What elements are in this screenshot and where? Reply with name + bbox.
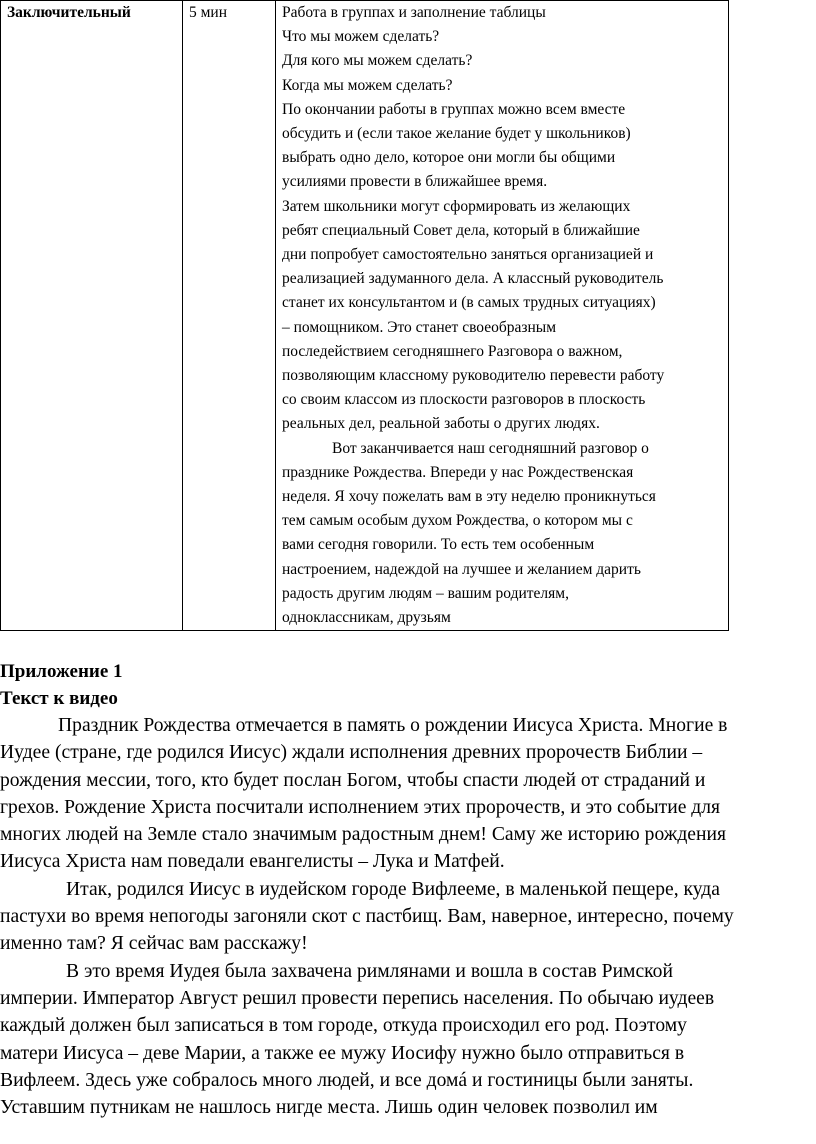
body-line: Уставшим путникам не нашлось нигде места. Лишь один человек позволил им xyxy=(0,1097,658,1119)
content-line: вами сегодня говорили. То есть тем особенным xyxy=(282,536,595,554)
content-line: реализацией задуманного дела. А классный руководитель xyxy=(282,270,664,288)
content-line: – помощником. Это станет своеобразным xyxy=(282,318,557,336)
appendix-section xyxy=(0,658,816,1121)
lesson-plan-table xyxy=(0,0,729,631)
body-line: В это время Иудея была захвачена римлянами и вошла в состав Римской xyxy=(66,960,673,982)
body-line: каждый должен был записаться в том городе, откуда происходил его род. Поэтому xyxy=(0,1015,687,1037)
content-line: Когда мы можем сделать? xyxy=(282,76,453,94)
content-line: дни попробует самостоятельно заняться организацией и xyxy=(282,246,654,264)
content-line: со своим классом из плоскости разговоров в плоскость xyxy=(282,391,646,409)
content-line: ребят специальный Совет дела, который в ближайшие xyxy=(282,221,640,239)
body-line: Иудее (стране, где родился Иисус) ждали исполнения древних пророчеств Библии – xyxy=(0,742,703,764)
content-cell xyxy=(276,1,729,631)
body-line: рождения мессии, того, кто будет послан Богом, чтобы спасти людей от страданий и xyxy=(0,769,706,791)
body-line: Иисуса Христа нам поведали евангелисты – Лука и Матфей. xyxy=(0,851,505,873)
content-line: Работа в группах и заполнение таблицы xyxy=(282,4,546,21)
content-line: Затем школьники могут сформировать из желающих xyxy=(282,197,631,215)
content-line: усилиями провести в ближайшее время. xyxy=(282,173,548,191)
content-line: неделя. Я хочу пожелать вам в эту неделю проникнуться xyxy=(282,488,656,506)
appendix-subtitle: Текст к видео xyxy=(0,688,118,709)
body-line: многих людей на Земле стало значимым радостным днем! Саму же историю рождения xyxy=(0,824,726,846)
content-line: станет их консультантом и (в самых трудных ситуациях) xyxy=(282,294,656,312)
content-line: Для кого мы можем сделать? xyxy=(282,52,473,70)
stage-cell: Заключительный xyxy=(1,1,183,631)
content-line: тем самым особым духом Рождества, о котором мы с xyxy=(282,512,633,530)
body-line: пастухи во время непогоды загоняли скот с пастбищ. Вам, наверное, интересно, почему xyxy=(0,906,734,928)
body-line: именно там? Я сейчас вам расскажу! xyxy=(0,933,308,955)
content-line: настроением, надеждой на лучшее и желанием дарить xyxy=(282,560,641,578)
content-line: Что мы можем сделать? xyxy=(282,28,440,46)
content-line: выбрать одно дело, которое они могли бы общими xyxy=(282,149,616,167)
table-row xyxy=(1,1,729,631)
body-line: Праздник Рождества отмечается в память о рождении Иисуса Христа. Многие в xyxy=(58,715,728,736)
appendix-body xyxy=(0,712,816,1121)
content-line: радость другим людям – вашим родителям, xyxy=(282,584,569,602)
content-line: обсудить и (если такое желание будет у школьников) xyxy=(282,125,631,143)
appendix-title: Приложение 1 xyxy=(0,661,123,682)
body-line: грехов. Рождение Христа посчитали исполнением этих пророчеств, и это событие для xyxy=(0,796,721,818)
time-cell: 5 мин xyxy=(183,1,276,631)
content-line: реальных дел, реальной заботы о других людях. xyxy=(282,415,600,433)
content-line: последействием сегодняшнего Разговора о важном, xyxy=(282,342,623,360)
content-line: празднике Рождества. Впереди у нас Рождественская xyxy=(282,463,634,481)
body-line: империи. Император Август решил провести перепись населения. По обычаю иудеев xyxy=(0,987,715,1009)
content-line: По окончании работы в группах можно всем вместе xyxy=(282,100,626,118)
body-line: матери Иисуса – деве Марии, а также ее мужу Иосифу нужно было отправиться в xyxy=(0,1042,685,1064)
content-line: одноклассникам, друзьям xyxy=(282,609,451,627)
content-line: Вот заканчивается наш сегодняшний разговор о xyxy=(332,439,649,457)
body-line: Вифлеем. Здесь уже собралось много людей, и все домá и гостиницы были заняты. xyxy=(0,1069,694,1091)
body-line: Итак, родился Иисус в иудейском городе Вифлееме, в маленькой пещере, куда xyxy=(66,878,720,900)
content-line: позволяющим классному руководителю перевести работу xyxy=(282,367,665,385)
